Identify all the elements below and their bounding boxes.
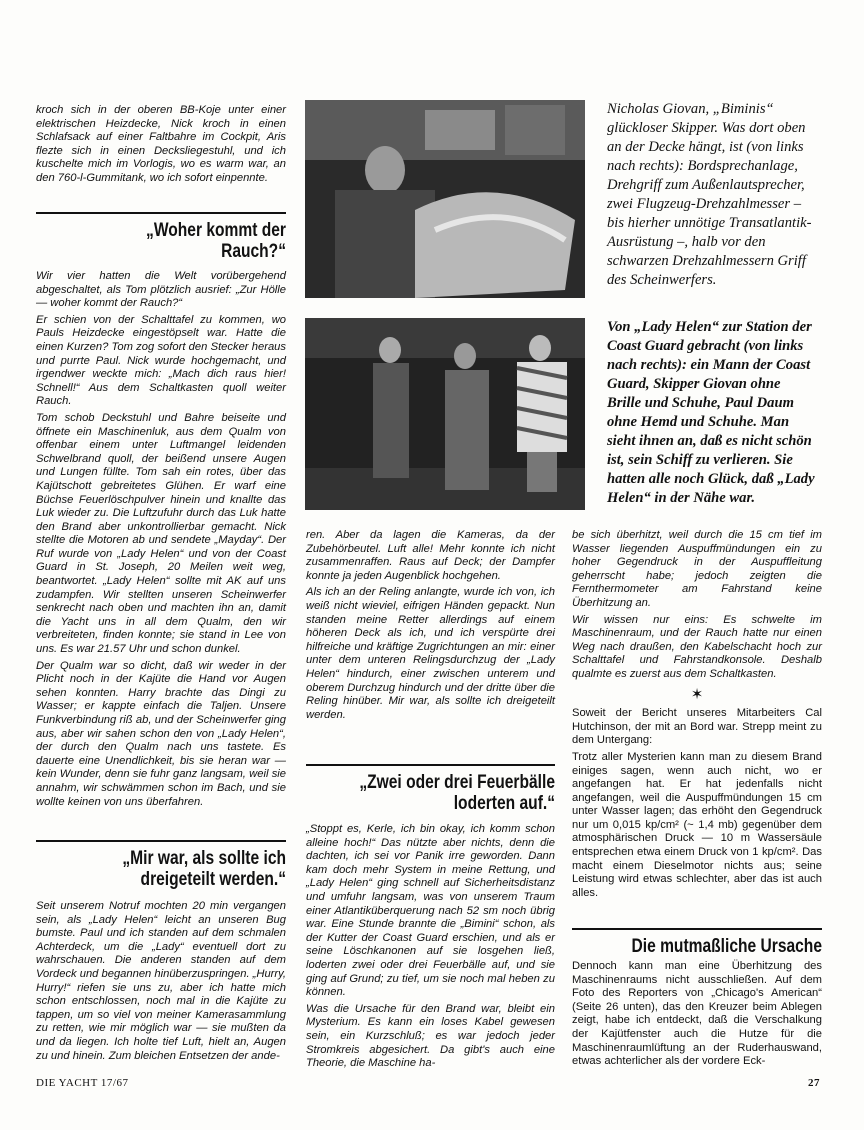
photo-skipper [305,100,585,298]
column-left-body [36,270,286,812]
subheading-block [36,212,286,262]
column-left-bottom [36,900,286,1066]
column-right [572,529,822,903]
photo-skipper-image [305,100,585,298]
paragraph: Trotz aller Mysterien kann man zu diesem Brand einiges sagen, wenn auch nicht, wo er angefangen hat. Er hat jedenfalls nicht angefangen, weil die Auspuffmündungen 15 cm unter Wasser lagen; das erhöht den Gegendruck nur um 0,015 kp/cm² (~ 1,4 mb) gegenüber dem atmosphärischen Druck — 10 m Wassersäule entsprechen etwa einem Druck von 1 kp/cm². Das macht einem Dieselmotor nichts aus; seine Leistung wird etwas schlechter, aber das ist auch alles. [572,750,822,899]
column-middle [306,529,555,725]
column-right-bottom [572,960,822,1072]
subheading: „Mir war, als sollte ich dreigeteilt werden.“ [122,848,286,890]
paragraph: Dennoch kann man eine Überhitzung des Maschinenraums nicht ausschließen. Auf dem Foto des Reporters von „Chicago's American“ (Seite 26 unten), das den Kreuzer beim Ablegen zeigt, habe ich entdeckt, daß die Verschalkung der Kajütfenster auch die Hutze für die Maschinenraumlüftung an der Ruderhauswand, etwas achterlicher als der vordere Eck- [572,960,822,1068]
photo-caption-1: Nicholas Giovan, „Biminis“ glückloser Skipper. Was dort oben an der Decke hängt, ist (von links nach rechts): Bordsprechanlage, Drehgriff zum Außenlautsprecher, zwei Flugzeug-Drehzahlmesser – bis hierher unnötige Transatlantik-Ausrüstung –, halb vor den schwarzen Drehzahlmessern Griff des Scheinwerfers. [607,101,812,288]
page-number: 27 [808,1077,820,1089]
column-middle-bottom [306,823,555,1074]
subheading-block [306,764,555,814]
paragraph: Als ich an der Reling anlangte, wurde ich von, ich weiß nicht wieviel, eifrigen Händen gepackt. Nun standen meine Retter allerdings auf einem höheren Deck als ich, und ich verspürte drei hilfreiche und kräftige Zugrichtungen an mir: einer unter dem unteren Relingsdurchzug der „Lady Helen“ hindurch, einer zwischen unterem und oberem Durchzug hindurch und der dritte über die Reling hinüber. Mir war, als sollte ich dreigeteilt werden. [306,586,555,721]
paragraph: „Stoppt es, Kerle, ich bin okay, ich komm schon alleine hoch!“ Das nützte aber nichts, denn die dachten, ich sei vor Panik irre geworden. Dann kam doch mehr System in meine Rettung, und „Lady Helen“ ging schnell auf Sicherheitsdistanz und umfuhr langsam, was von unserem Traum einer Atlantiküberquerung nach 52 sm noch übrig war. Eine Stunde brannte die „Bimini“ schon, als der Kutter der Coast Guard erschien, und als er seine Löschkanonen auf sie losgehen ließ, loderten zwei oder drei Feuerbälle auf, und sie ging auf Grund; zu tief, um sie noch mal heben zu können. [306,823,555,999]
paragraph: ren. Aber da lagen die Kameras, da der Zubehörbeutel. Luft alle! Mehr konnte ich nicht zusammenraffen. Raus auf Deck; der Dampfer konnte ja jeden Augenblick hochgehen. [306,529,555,582]
subheading-block [36,840,286,890]
paragraph: Wir vier hatten die Welt vorübergehend abgeschaltet, als Tom plötzlich ausrief: „Zur Hölle — woher kommt der Rauch?“ [36,270,286,310]
photo-crew [305,318,585,510]
section-divider-star: ✶ [690,685,704,703]
column-left [36,104,286,189]
paragraph: be sich überhitzt, weil durch die 15 cm tief im Wasser liegenden Auspuffmündungen ein zu hoher Gegendruck in der Auspuffleitung geherrscht habe; jedoch zeigten die Fernthermometer am Fahrstand keine Überhitzung an. [572,529,822,609]
subheading: „Woher kommt der Rauch?“ [146,220,286,262]
subheading: Die mutmaßliche Ursache [631,936,822,957]
subheading: „Zwei oder drei Feuerbälle loderten auf.“ [359,772,555,814]
paragraph: Wir wissen nur eins: Es schwelte im Maschinenraum, und der Rauch hatte nur einen Weg nach draußen, den Kabelschacht hoch zur Schalttafel und Fahrstandkonsole. Deshalb qualmte es zuerst aus dem Schaltkasten. [572,613,822,680]
paragraph: kroch sich in der oberen BB-Koje unter einer elektrischen Heizdecke, Nick kroch in einen Schlafsack auf einer Faltbahre im Cockpit, Aris flezte sich in einen Decksliegestuhl, und ich kuschelte mich im Vorlogis, wo es warm war, an den 760-l-Gummitank, wo ich sofort einpennte. [36,104,286,184]
paragraph: Der Qualm war so dicht, daß wir weder in der Plicht noch in der Kajüte die Hand vor Augen sehen konnten. Harry brachte das Dingi zu Wasser; er kappte einfach die Taljen. Unsere Funkverbindung riß ab, und der Scheinwerfer ging aus, aber wir sahen schon den von „Lady Helen“, der durch den Qualm nach uns tastete. Es dauerte eine Unendlichkeit, bis sie heran war — kein Wunder, denn sie fuhr ganz langsam, weil sie annahm, wir schwämmen schon im Bach, und sie wollte keinen von uns überfahren. [36,659,286,808]
photo-caption-2: Von „Lady Helen“ zur Station der Coast Guard gebracht (von links nach rechts): ein Mann der Coast Guard, Skipper Giovan ohne Brille und Schuhe, Paul Daum ohne Hemd und Schuhe. Man sieht ihnen an, daß es nicht schön ist, sein Schiff zu verlieren. Sie hatten alle noch Glück, daß „Lady Helen“ in der Nähe war. [607,319,815,506]
paragraph: Soweit der Bericht unseres Mitarbeiters Cal Hutchinson, der mit an Bord war. Strepp meint zu dem Untergang: [572,707,822,747]
paragraph: Seit unserem Notruf mochten 20 min vergangen sein, als „Lady Helen“ leicht an unseren Bug bumste. Paul und ich standen auf dem schmalen Achterdeck, um die „Lady“ eventuell dort zu wahrschauen. Die anderen standen auf dem Vordeck und begannen hinüberzuspringen. „Hurry, Hurry!“ riefen sie uns zu, aber ich hatte mich schon entschlossen, noch mal in die Kajüte zu tappen, um so viel von meiner Kamerasammlung zu retten, wie mir möglich war — sie mußten da und da liegen. Ich holte tief Luft, hielt an, Augen zu und hinein. Zum bleichen Entsetzen der ande- [36,900,287,1062]
paragraph: Tom schob Deckstuhl und Bahre beiseite und öffnete ein Maschinenluk, aus dem Qualm von offenbar einem unter Luftmangel leidenden Schwelbrand quoll, der beißend unsere Augen und Lungen füllte. Tom sah ein rotes, über das Kajütschott gebreitetes Glühen. Er warf eine Büchse Feuerlöschpulver hinein und knallte das Luk wieder zu. Die Luftzufuhr durch das Luk hatte den Brand aber unkontrollierbar gemacht. Nick stellte die Motoren ab und sendete „Mayday“. Der Ruf wurde von „Lady Helen“ und von der Coast Guard in St. Joseph, 20 Meilen weit weg, beantwortet. „Lady Helen“ sollte mit AK auf uns zudampfen. Wir stellten unseren Scheinwerfer senkrecht nach oben und machten ihn an, damit die Yacht uns in all dem Qualm, den wir verbreiteten, finden konnte; sie stand in Lee von uns. Es war 21.57 Uhr und schon dunkel. [36,411,286,656]
footer-publication: DIE YACHT 17/67 [36,1077,129,1089]
subheading-block [572,928,822,957]
photo-crew-image [305,318,585,510]
paragraph: Er schien von der Schalttafel zu kommen, wo Pauls Heizdecke eingestöpselt war. Hatte die einen Kurzen? Tom zog sofort den Stecker heraus und purrte Paul. Nick wurde hochgemacht, und irgendwer weckte mich: „Mach dich raus hier! Schnell!“ Aus dem Schaltkasten quoll weiter Rauch. [36,313,286,408]
paragraph: Was die Ursache für den Brand war, bleibt ein Mysterium. Es kann ein loses Kabel gewesen sein, ein Kurzschluß; es war jedoch jeder Stromkreis abgesichert. Da gibt's auch eine Theorie, die Maschine ha- [306,1002,555,1070]
